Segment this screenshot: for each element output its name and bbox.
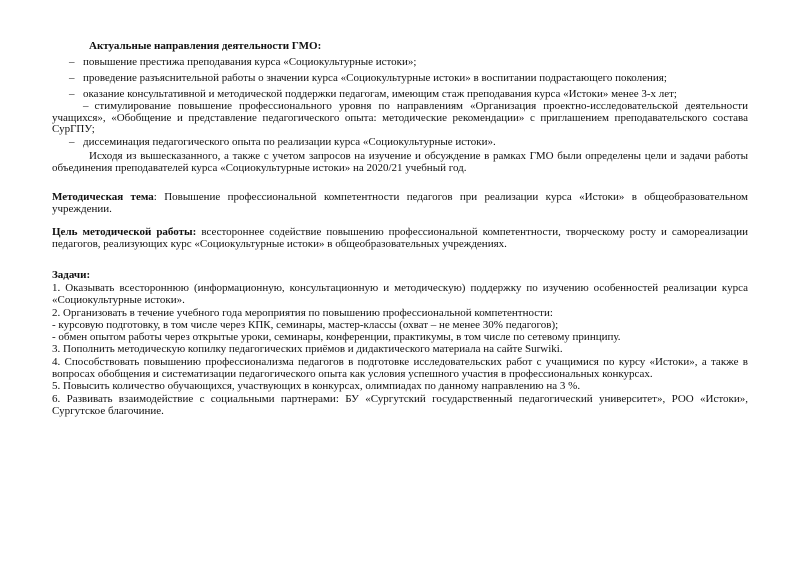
- direction-item: [69, 72, 743, 85]
- methodical-goal: [52, 227, 748, 250]
- task-item: 6. Развивать взаимодействие с социальными партнерами: БУ «Сургутский государственный педагогический университет», РОО «Истоки», Сургутское благочиние.: [52, 392, 748, 417]
- direction-item-text: стимулирование повышение профессионального уровня по направлениям «Организация проектно-исследовательской деятельности учащихся», «Обобщение и представление педагогического опыта: методические рекомендации» с приглашением преподавательского состава СурГПУ;: [52, 100, 748, 135]
- directions-heading: Актуальные направления деятельности ГМО:: [89, 40, 322, 52]
- tasks-list: [52, 282, 748, 417]
- goal-text: всестороннее содействие повышению профессиональной компетентности, творческому росту и самореализации педагогов, реализующих курс «Социокультурные истоки» в общеобразовательных учреждениях.: [52, 226, 749, 250]
- task-subitem: - обмен опытом работы через открытые уроки, семинары, конференции, практикумы, в том числе по сетевому принципу.: [52, 331, 621, 344]
- directions-conclusion: Исходя из вышесказанного, а также с учетом запросов на изучение и обсуждение в рамках ГМО были определены цели и задачи работы объединения преподавателей курса «Социокультурные истоки» на 2020/21 учебный год.: [52, 150, 748, 174]
- methodical-theme: [52, 192, 748, 215]
- theme-text: : Повышение профессиональной компетентности педагогов при реализации курса «Истоки» в общеобразовательном учреждении.: [52, 191, 748, 215]
- task-item: 4. Способствовать повышению профессионализма педагогов в подготовке исследовательских работ с учащимися по курсу «Истоки», а также в вопросах обобщения и систематизации педагогического опыта как условия успешного участия в профессиональных конкурсах.: [52, 355, 748, 381]
- bullet-dash: –: [69, 88, 75, 100]
- direction-item: [69, 56, 683, 69]
- task-item: 5. Повысить количество обучающихся, участвующих в конкурсах, олимпиадах по данному направлению на 3 %.: [52, 380, 581, 393]
- task-item: 3. Пополнить методическую копилку педагогических приёмов и дидактического материала на сайте Surwiki.: [52, 343, 563, 356]
- direction-item: [52, 101, 748, 136]
- bullet-dash: –: [69, 72, 75, 84]
- goal-label: Цель методической работы:: [52, 226, 197, 238]
- direction-item-text: повышение престижа преподавания курса «Социокультурные истоки»;: [83, 56, 417, 68]
- direction-item-text: проведение разъяснительной работы о значении курса «Социокультурные истоки» в воспитании подрастающего поколения;: [83, 72, 667, 84]
- direction-item: [69, 136, 683, 149]
- bullet-dash: –: [69, 56, 75, 68]
- direction-item-text: оказание консультативной и методической поддержки педагогам, имеющим стаж преподавания курса «Истоки» менее 3-х лет;: [83, 88, 677, 100]
- direction-item-text: диссеминация педагогического опыта по реализации курса «Социокультурные истоки».: [83, 136, 496, 148]
- direction-item: [69, 88, 743, 101]
- theme-label: Методическая тема: [52, 191, 154, 203]
- tasks-heading: Задачи:: [52, 269, 91, 281]
- task-subitem: - курсовую подготовку, в том числе через КПК, семинары, мастер-классы (охват – не менее 30% педагогов);: [52, 318, 559, 331]
- task-item: 2. Организовать в течение учебного года мероприятия по повышению профессиональной компетентности:: [52, 306, 553, 319]
- bullet-dash: –: [83, 100, 89, 112]
- task-item: 1. Оказывать всестороннюю (информационную, консультационную и методическую) поддержку по изучению особенностей реализации курса «Социокультурные истоки».: [52, 282, 748, 307]
- bullet-dash: –: [69, 136, 75, 148]
